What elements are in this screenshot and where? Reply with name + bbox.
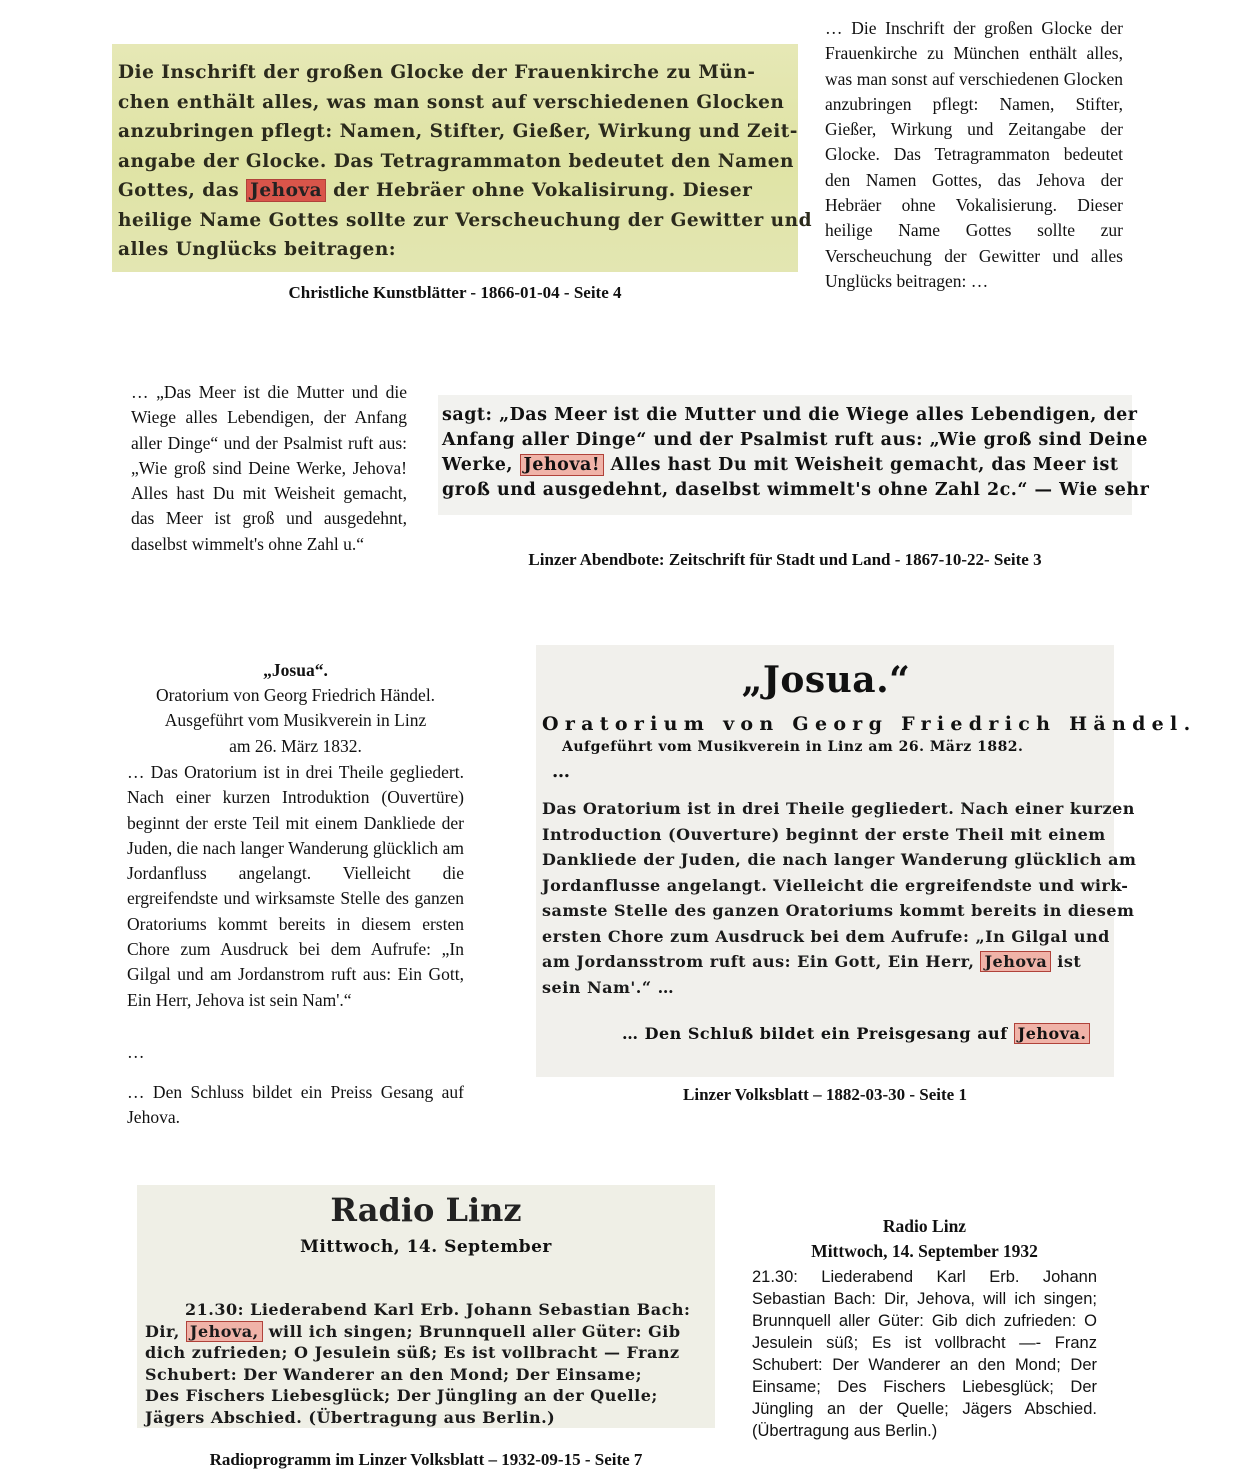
- clipping-line: [542, 949, 1110, 975]
- clipping-line: samste Stelle des ganzen Oratoriums kommt bereits in diesem: [542, 901, 1135, 920]
- clipping-text: Alles hast Du mit Weisheit gemacht, das Meer ist: [604, 455, 1119, 475]
- clipping-date: Mittwoch, 14. September: [300, 1237, 552, 1257]
- clipping-line: groß und ausgedehnt, daselbst wimmelt's ohne Zahl 2c.“ — Wie sehr: [442, 480, 1150, 500]
- clipping-line: sagt: „Das Meer ist die Mutter und die Wiege alles Lebendigen, der: [442, 405, 1138, 425]
- clipping-line: alles Unglücks beitragen:: [118, 239, 397, 260]
- clipping-line: anzubringen pflegt: Namen, Stifter, Gießer, Wirkung und Zeit-: [118, 121, 798, 142]
- radio-heading: Radio Linz: [882, 1216, 967, 1236]
- transcription-3-closing: … Den Schluss bildet ein Preiss Gesang auf Jehova.: [127, 1082, 464, 1128]
- clipping-line: [442, 453, 1128, 478]
- jehova-highlight: Jehova!: [520, 454, 605, 476]
- clipping-text: Gottes, das: [118, 180, 240, 201]
- josua-subtitle: Ausgeführt vom Musikverein in Linz: [164, 710, 427, 730]
- radio-date: Mittwoch, 14. September 1932: [811, 1241, 1038, 1261]
- clipping-text: Werke,: [442, 455, 513, 475]
- caption-3: Linzer Volksblatt – 1882-03-30 - Seite 1: [683, 1085, 967, 1104]
- clipping-line: Jordanflusse angelangt. Vielleicht die ergreifendste und wirk-: [542, 875, 1129, 895]
- clipping-line: heilige Name Gottes sollte zur Verscheuchung der Gewitter und: [118, 209, 813, 231]
- clipping-line: Schubert: Der Wanderer an den Mond; Der Einsame;: [145, 1364, 643, 1384]
- clipping-line: chen enthält alles, was man sonst auf verschiedenen Glocken: [118, 91, 785, 113]
- clipping-line: 21.30: Liederabend Karl Erb. Johann Sebastian Bach:: [185, 1300, 691, 1319]
- clipping-line: Introduction (Ouverture) beginnt der erste Theil mit einem: [542, 824, 1106, 844]
- transcription-1: … Die Inschrift der großen Glocke der Frauenkirche zu München enthält alles, was man sonst auf verschiedenen Glocken anzubringen pflegt: Namen, Stifter, Gießer, Wirkung und Zeitangabe der Glocke. Das Tetragrammaton bedeutet den Namen Gottes, das Jehova der Hebräer ohne Vokalisierung. Dieser heilige Name Gottes sollte zur Verscheuchung der Gewitter und alles Unglücks beitragen: …: [825, 18, 1123, 291]
- clipping-line: Anfang aller Dinge“ und der Psalmist ruft aus: „Wie groß sind Deine: [442, 430, 1148, 450]
- clipping-image-4: [137, 1185, 715, 1428]
- clipping-image-3: [536, 645, 1197, 1077]
- clipping-line: dich zufrieden; O Jesulein süß; Es ist vollbracht — Franz: [145, 1343, 680, 1362]
- clipping-text: Dir,: [145, 1321, 180, 1341]
- clipping-subtitle: Oratorium von Georg Friedrich Händel.: [542, 713, 1197, 735]
- jehova-highlight: Jehova: [980, 951, 1051, 972]
- clipping-title: „Josua.“: [741, 659, 911, 701]
- clipping-line: ersten Chore zum Ausdruck bei dem Aufrufe: „In Gilgal und: [542, 926, 1110, 946]
- transcription-2: … „Das Meer ist die Mutter und die Wiege alles Lebendigen, der Anfang aller Dinge“ und der Psalmist ruft aus: „Wie groß sind Deine Werke, Jehova! Alles hast Du mit Weisheit gemacht, das Meer ist groß und ausgedehnt, daselbst wimmelt's ohne Zahl u.“: [131, 382, 407, 554]
- clipping-image-1: [112, 44, 813, 272]
- clipping-text: will ich singen; Brunnquell aller Güter: Gib: [262, 1321, 681, 1341]
- clipping-line: Jägers Abschied. (Übertragung aus Berlin.): [145, 1407, 556, 1427]
- transcription-3: … Das Oratorium ist in drei Theile gegliedert. Nach einer kurzen Introduktion (Ouvertüre) beginnt der erste Teil mit einem Dankliede der Juden, die nach langer Wanderung glücklich am Jordanfluss angelangt. Vielleicht die ergreifendste und wirksamste Stelle des ganzen Oratoriums kommt bereits in diesem ersten Chore zum Ausdruck bei dem Aufrufe: „In Gilgal und am Jordanstrom ruft aus: Ein Gott, Ein Herr, Jehova ist sein Nam'.“: [127, 762, 464, 1010]
- clipping-line: [118, 176, 792, 206]
- clipping-text: ist: [1051, 952, 1082, 971]
- clipping-line: Das Oratorium ist in drei Theile gegliedert. Nach einer kurzen: [542, 799, 1135, 818]
- josua-subtitle: am 26. März 1832.: [229, 736, 362, 756]
- clipping-line: Des Fischers Liebesglück; Der Jüngling an der Quelle;: [145, 1386, 658, 1405]
- jehova-highlight: Jehova: [246, 179, 326, 202]
- clipping-line: Die Inschrift der großen Glocke der Frauenkirche zu Mün-: [118, 62, 756, 83]
- josua-subtitle: Oratorium von Georg Friedrich Händel.: [155, 685, 436, 705]
- clipping-image-2: [438, 395, 1150, 515]
- clipping-text: … Den Schluß bildet ein Preisgesang auf: [622, 1024, 1008, 1043]
- caption-4: Radioprogramm im Linzer Volksblatt – 1932-09-15 - Seite 7: [209, 1450, 643, 1469]
- clipping-line: sein Nam'.“ …: [542, 977, 675, 997]
- jehova-highlight: Jehova,: [186, 1321, 263, 1342]
- clipping-text: am Jordansstrom ruft aus: Ein Gott, Ein Herr,: [542, 952, 975, 971]
- clipping-title: Radio Linz: [330, 1191, 522, 1229]
- caption-1: Christliche Kunstblätter - 1866-01-04 - Seite 4: [288, 283, 622, 302]
- clipping-line: [145, 1321, 713, 1343]
- jehova-highlight: Jehova.: [1014, 1023, 1091, 1044]
- clipping-text: der Hebräer ohne Vokalisirung. Dieser: [326, 180, 753, 201]
- clipping-line: angabe der Glocke. Das Tetragrammaton bedeutet den Namen: [118, 150, 794, 172]
- clipping-line: Dankliede der Juden, die nach langer Wanderung glücklich am: [542, 850, 1137, 869]
- josua-heading: „Josua“.: [263, 660, 328, 680]
- clipping-subtitle: Aufgeführt vom Musikverein in Linz am 26. März 1882.: [562, 739, 1024, 755]
- clipping-dots: …: [552, 761, 571, 782]
- clipping-line: [542, 1024, 1110, 1043]
- caption-2: Linzer Abendbote: Zeitschrift für Stadt und Land - 1867-10-22- Seite 3: [528, 550, 1042, 569]
- ellipsis: …: [127, 1042, 145, 1062]
- transcription-4: 21.30: Liederabend Karl Erb. Johann Sebastian Bach: Dir, Jehova, will ich singen; Brunnquell aller Güter: Gib dich zufrieden: O Jesulein süß; Es ist vollbracht —- Franz Schubert: Der Wanderer an den Mond; Der Einsame; Des Fischers Liebesglück; Der Jüngling an der Quelle; Jägers Abschied. (Übertragung aus Berlin.): [752, 1268, 1097, 1440]
